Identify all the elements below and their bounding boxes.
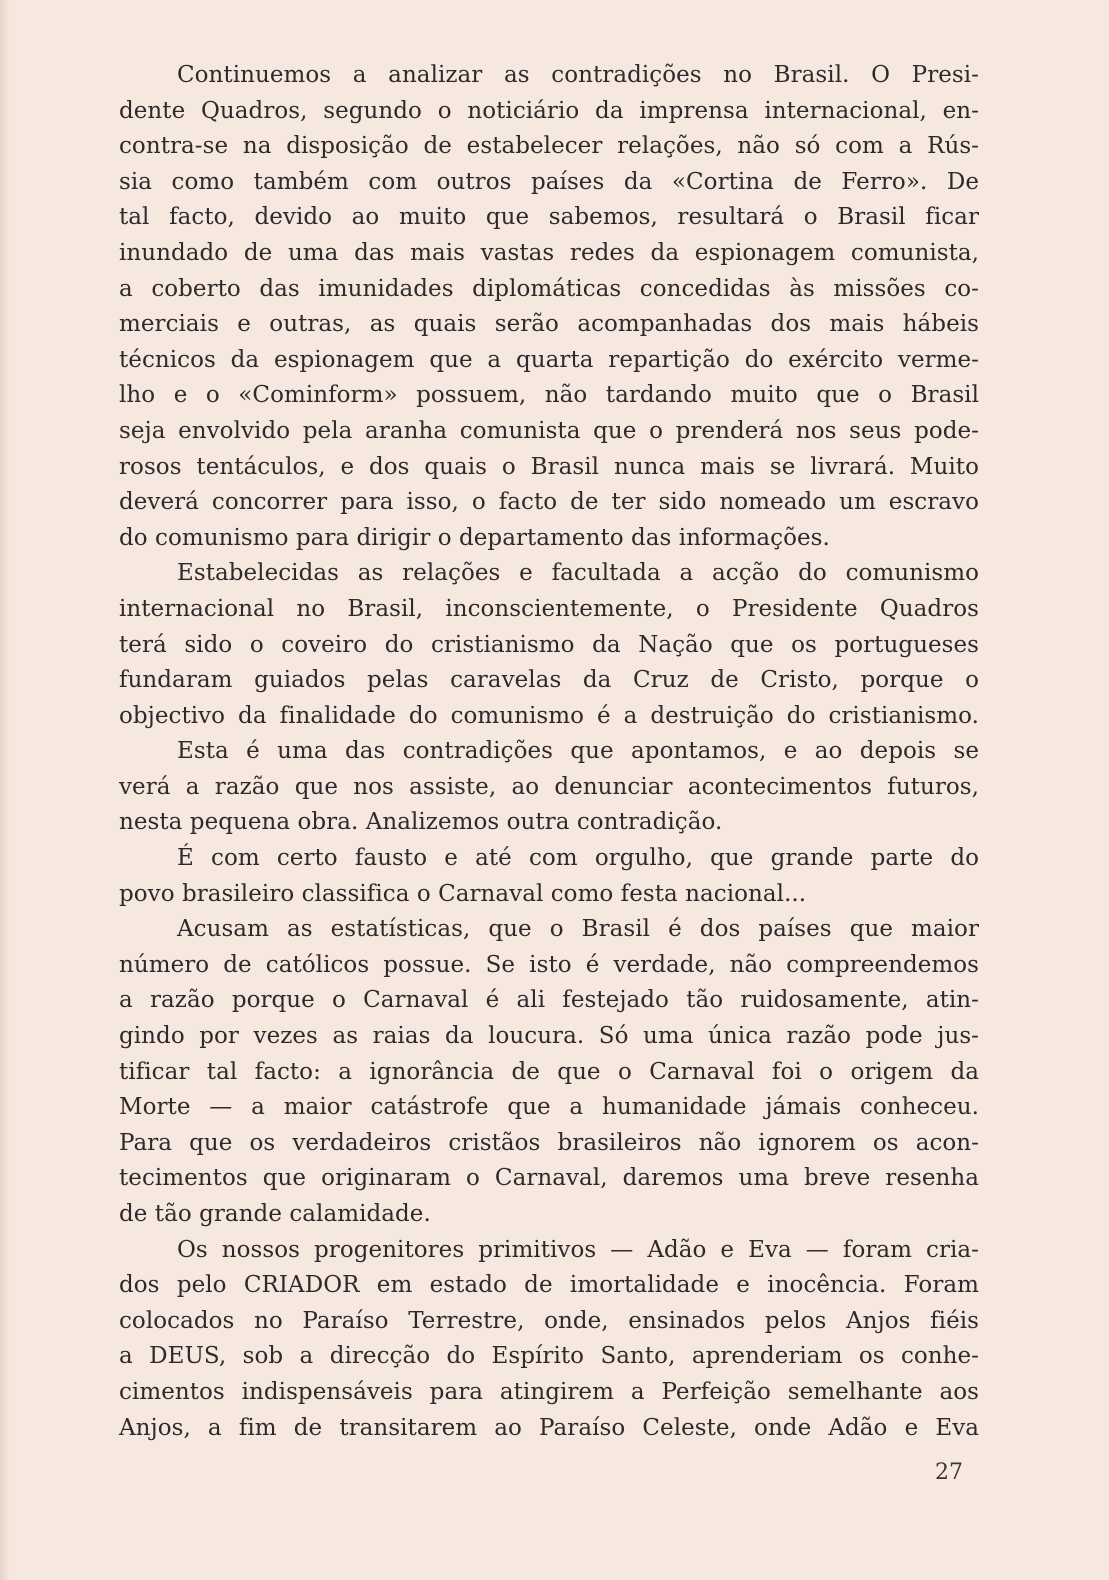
text-line: dente Quadros, segundo o noticiário da imprensa internacional, en-	[119, 97, 979, 124]
text-line: povo brasileiro classifica o Carnaval como festa nacional...	[119, 880, 807, 907]
text-line: merciais e outras, as quais serão acompanhadas dos mais hábeis	[119, 311, 979, 338]
text-line: Continuemos a analizar as contradições no Brasil. O Presi-	[177, 62, 979, 88]
text-line: técnicos da espionagem que a quarta repartição do exército verme-	[119, 346, 979, 373]
text-line: cimentos indispensáveis para atingirem a Perfeição semelhante aos	[119, 1378, 979, 1405]
text-line: nesta pequena obra. Analizemos outra contradição.	[119, 809, 723, 836]
text-line: Para que os verdadeiros cristãos brasileiros não ignorem os acon-	[119, 1129, 979, 1156]
page-edge-shadow	[0, 0, 10, 1580]
text-line: Estabelecidas as relações e facultada a acção do comunismo	[177, 560, 979, 587]
text-line: sia como também com outros países da «Cortina de Ferro». De	[119, 168, 979, 195]
text-line: Os nossos progenitores primitivos — Adão e Eva — foram cria-	[177, 1236, 979, 1263]
text-line: Anjos, a fim de transitarem ao Paraíso Celeste, onde Adão e Eva	[119, 1414, 979, 1441]
text-line: verá a razão que nos assiste, ao denunciar acontecimentos futuros,	[119, 773, 979, 800]
text-line: a razão porque o Carnaval é ali festejado tão ruidosamente, atin-	[119, 987, 979, 1014]
text-line: inundado de uma das mais vastas redes da espionagem comunista,	[119, 239, 979, 266]
text-line: de tão grande calamidade.	[119, 1201, 431, 1227]
text-line: seja envolvido pela aranha comunista que o prenderá nos seus pode-	[119, 417, 979, 444]
text-line: É com certo fausto e até com orgulho, que grande parte do	[177, 845, 979, 872]
text-line: fundaram guiados pelas caravelas da Cruz de Cristo, porque o	[119, 667, 979, 694]
text-line: tal facto, devido ao muito que sabemos, resultará o Brasil ficar	[119, 204, 979, 231]
text-line: gindo por vezes as raias da loucura. Só uma única razão pode jus-	[119, 1023, 979, 1050]
text-line: deverá concorrer para isso, o facto de ter sido nomeado um escravo	[119, 489, 979, 516]
text-line: internacional no Brasil, inconscientemente, o Presidente Quadros	[119, 595, 979, 622]
text-line: contra-se na disposição de estabelecer relações, não só com a Rús-	[119, 133, 979, 160]
text-line: a DEUS, sob a direcção do Espírito Santo, aprenderiam os conhe-	[119, 1343, 979, 1370]
text-line: tecimentos que originaram o Carnaval, daremos uma breve resenha	[119, 1165, 979, 1192]
text-line: dos pelo CRIADOR em estado de imortalidade e inocência. Foram	[119, 1272, 979, 1299]
text-line: Esta é uma das contradições que apontamos, e ao depois se	[177, 738, 979, 765]
text-line: a coberto das imunidades diplomáticas concedidas às missões co-	[119, 275, 979, 302]
text-line: lho e o «Cominform» possuem, não tardando muito que o Brasil	[119, 382, 979, 409]
text-line: rosos tentáculos, e dos quais o Brasil nunca mais se livrará. Muito	[119, 453, 979, 480]
text-line: objectivo da finalidade do comunismo é a destruição do cristianismo.	[119, 702, 979, 729]
text-line: Acusam as estatísticas, que o Brasil é dos países que maior	[177, 916, 979, 943]
text-line: colocados no Paraíso Terrestre, onde, ensinados pelos Anjos fiéis	[119, 1307, 979, 1334]
text-line: número de católicos possue. Se isto é verdade, não compreendemos	[119, 951, 979, 978]
text-line: do comunismo para dirigir o departamento das informações.	[119, 524, 830, 551]
text-line: terá sido o coveiro do cristianismo da Nação que os portugueses	[119, 631, 979, 658]
text-line: tificar tal facto: a ignorância de que o Carnaval foi o origem da	[119, 1058, 979, 1085]
text-line: Morte — a maior catástrofe que a humanidade jámais conheceu.	[119, 1094, 979, 1121]
body-text	[119, 58, 979, 1446]
page-number: 27	[935, 1460, 963, 1485]
